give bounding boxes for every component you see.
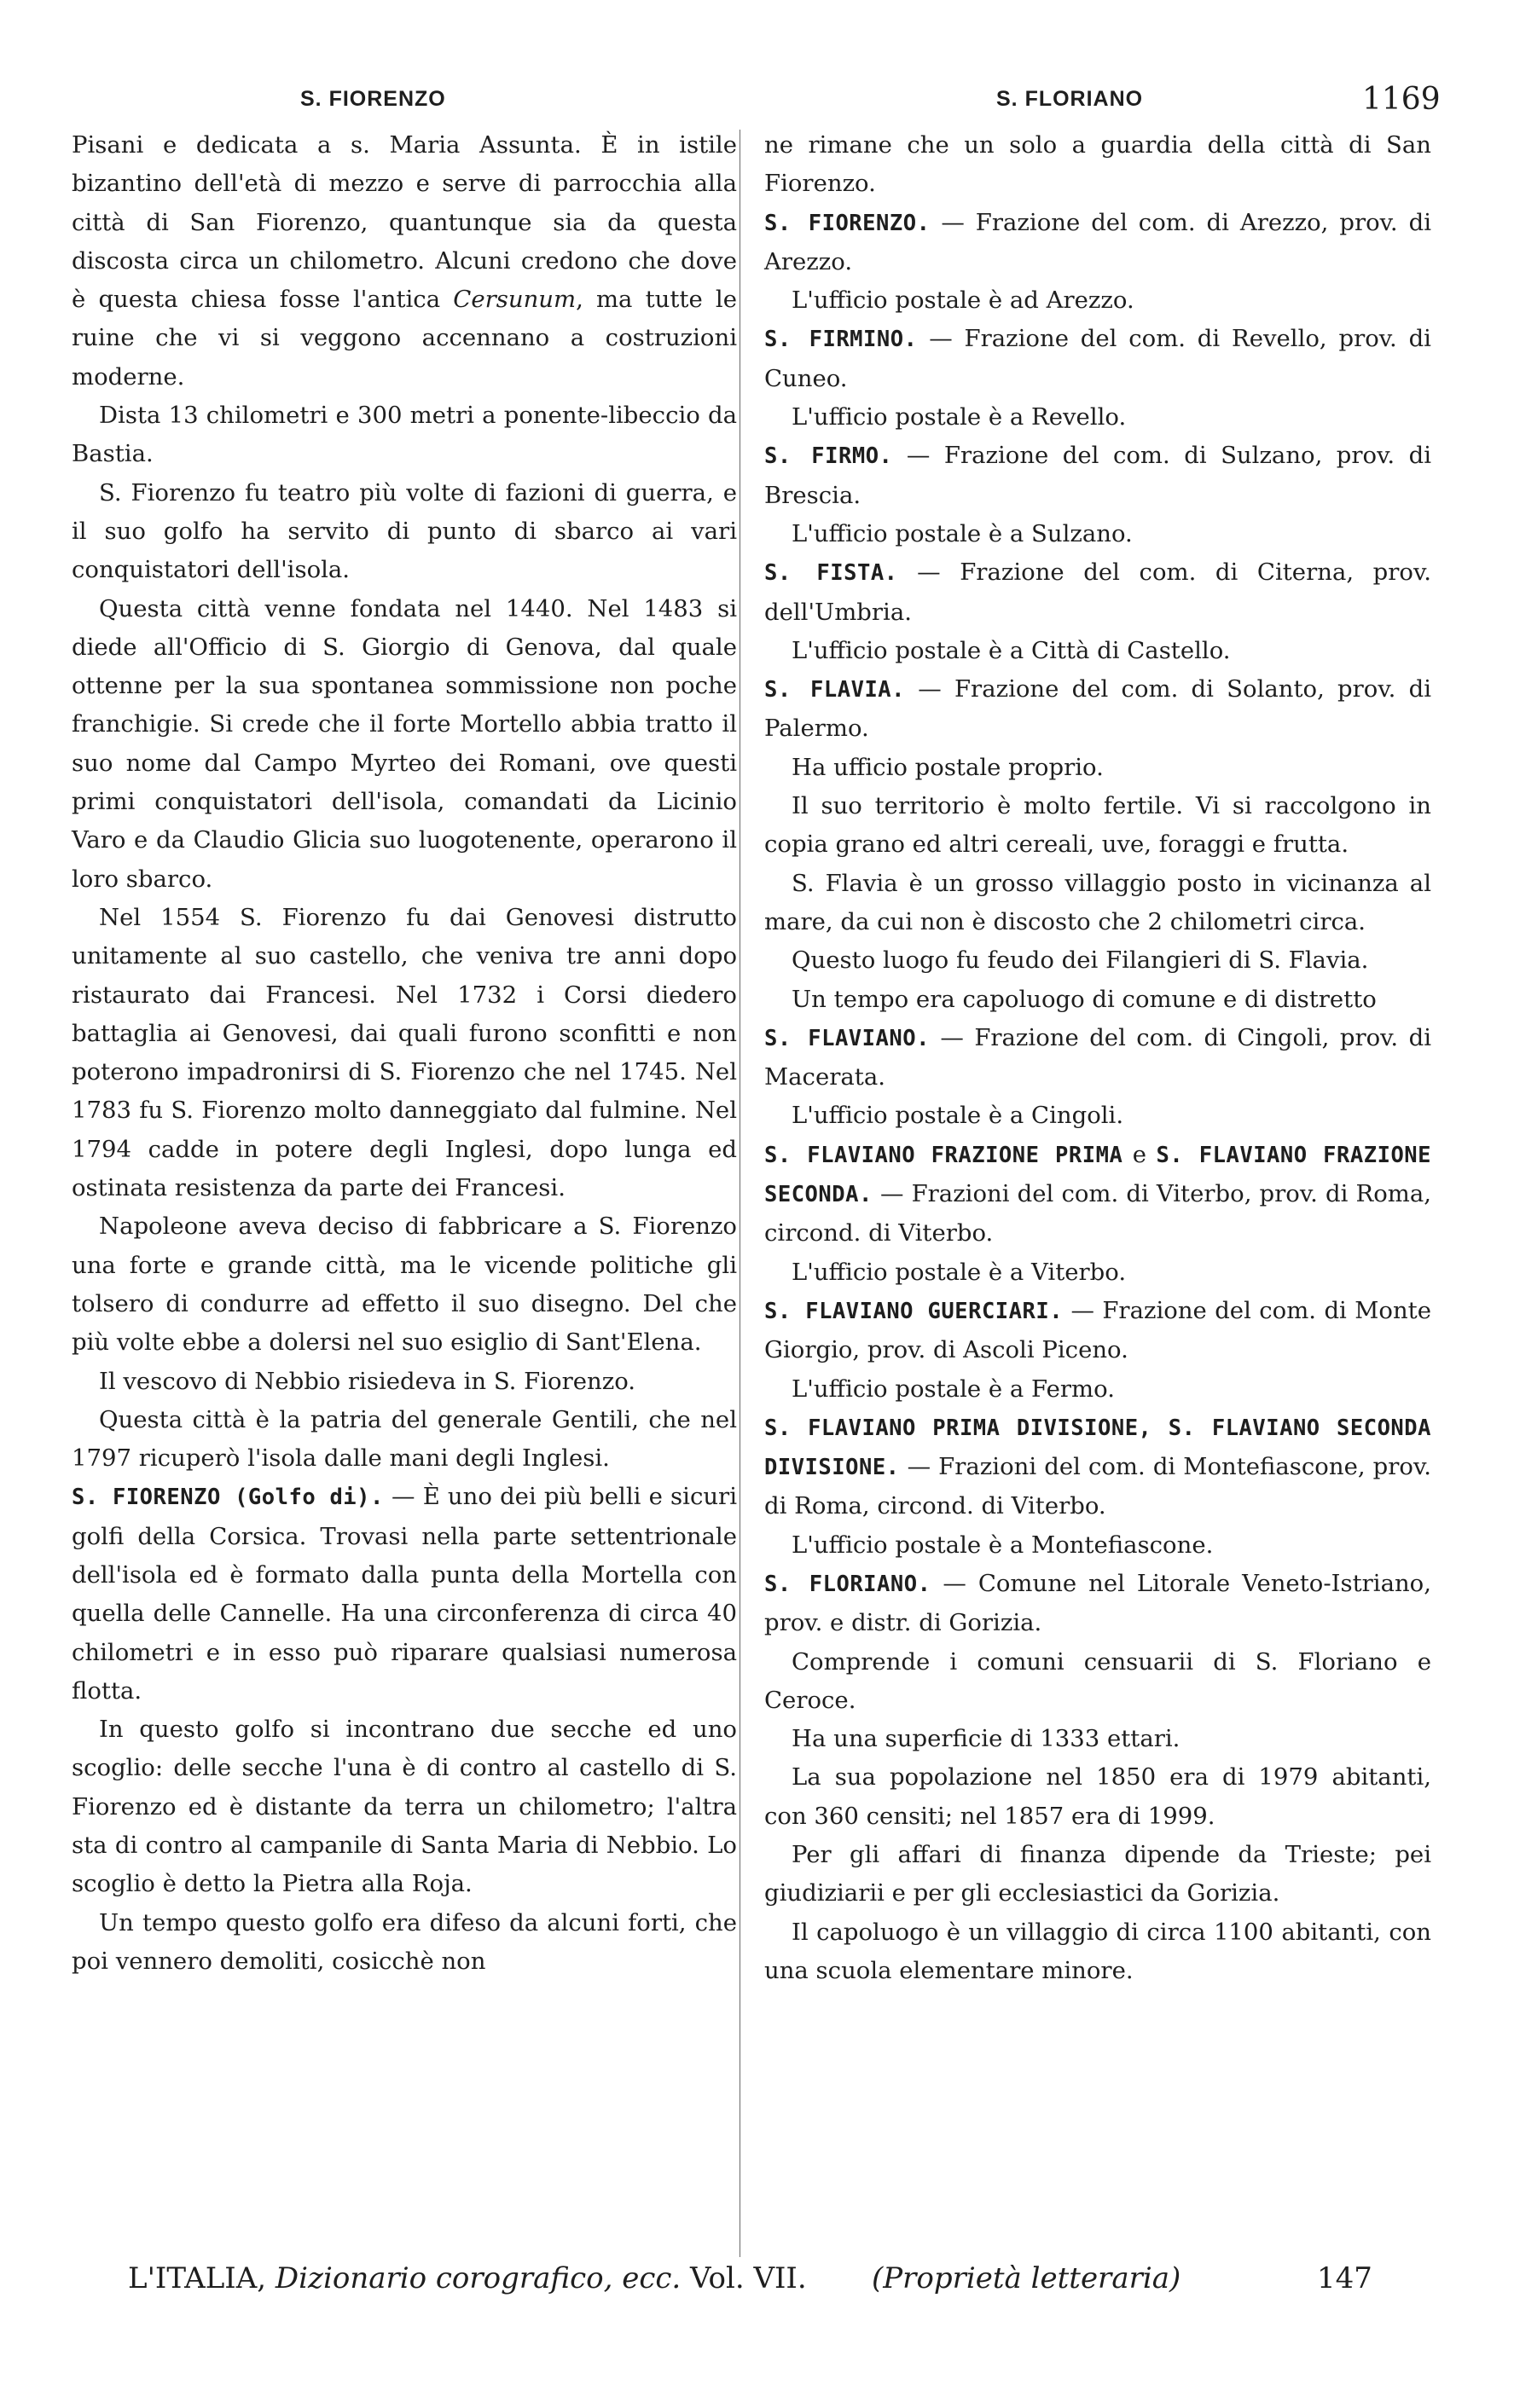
paragraph: ne rimane che un solo a guardia della città di San Fiorenzo. (764, 131, 1431, 198)
dictionary-entry: S. FIORENZO. — Frazione del com. di Arezzo, prov. di Arezzo. (764, 208, 1431, 275)
paragraph: Il vescovo di Nebbio risiedeva in S. Fiorenzo. (99, 1367, 636, 1395)
italic-term: Cersunum (453, 286, 577, 314)
paragraph: L'ufficio postale è ad Arezzo. (792, 287, 1134, 315)
dictionary-entry: S. FIRMO. — Frazione del com. di Sulzano, prov. di Brescia. (764, 442, 1432, 509)
paragraph: Il suo territorio è molto fertile. Vi si raccolgono in copia grano ed altri cereali, uve, foraggi e frutta. (764, 792, 1431, 859)
dictionary-entry: S. FLAVIANO PRIMA DIVISIONE, S. FLAVIANO SECONDA DIVISIONE. — Frazioni del com. di Montefiascone, prov. di Roma, circond. di Viterbo. (764, 1415, 1431, 1520)
paragraph: S. Fiorenzo fu teatro più volte di fazioni di guerra, e il suo golfo ha servito di punto di sbarco ai vari conquistatori dell'isola. (72, 478, 737, 584)
paragraph: Un tempo questo golfo era difeso da alcuni forti, che poi vennero demoliti, cosicchè non (72, 1908, 737, 1975)
dictionary-entry: S. FISTA. — Frazione del com. di Citerna, prov. dell'Umbria. (764, 559, 1431, 626)
paragraph: Questo luogo fu feudo dei Filangieri di S. Flavia. (792, 946, 1369, 975)
paragraph: Il capoluogo è un villaggio di circa 1100 abitanti, con una scuola elementare minore. (764, 1918, 1431, 1984)
page-number: 1169 (1362, 82, 1441, 117)
paragraph: L'ufficio postale è a Sulzano. (792, 519, 1133, 547)
entry-headword: S. FLAVIANO FRAZIONE PRIMA (764, 1142, 1123, 1168)
page-footer (128, 2261, 1446, 2304)
paragraph: Questa città venne fondata nel 1440. Nel 1483 si diede all'Officio di S. Giorgio di Genova, dal quale ottenne per la sua spontanea sommissione non poche franchigie. Si crede che il forte Mortello abbia tratto il suo nome dal Campo Myrteo dei Romani, ove questi primi conquistatori dell'isola, comandati da Licinio Varo e da Claudio Glicia suo luogotenente, operarono il loro sbarco. (72, 594, 737, 893)
entry-headword: S. FLORIANO. (764, 1571, 931, 1597)
paragraph: L'ufficio postale è a Revello. (792, 403, 1127, 431)
dictionary-entry: S. FLAVIANO GUERCIARI. — Frazione del com. di Monte Giorgio, prov. di Ascoli Piceno. (764, 1296, 1431, 1364)
paragraph: Un tempo era capoluogo di comune e di distretto (792, 985, 1377, 1013)
paragraph: S. Flavia è un grosso villaggio posto in vicinanza al mare, da cui non è discosto che 2 chilometri circa. (764, 869, 1431, 935)
paragraph: L'ufficio postale è a Viterbo. (792, 1258, 1127, 1286)
dictionary-entry: S. FLORIANO. — Comune nel Litorale Veneto-Istriano, prov. e distr. di Gorizia. (764, 1569, 1431, 1637)
paragraph: Ha ufficio postale proprio. (792, 753, 1104, 781)
entry-headword: S. FLAVIANO PRIMA DIVISIONE, S. FLAVIANO SECONDA DIVISIONE. (764, 1415, 1431, 1481)
entry-headword: S. FLAVIA. (764, 677, 906, 703)
entry-headword: S. FIORENZO. (764, 210, 931, 236)
dictionary-entry: S. FIORENZO (Golfo di). — È uno dei più belli e sicuri golfi della Corsica. Trovasi nella parte settentrionale dell'isola ed è formato dalla punta della Mortella con quella delle Cannelle. Ha una circonferenza di circa 40 chilometri e in esso può riparare qualsiasi numerosa flotta. (72, 1483, 737, 1705)
paragraph: L'ufficio postale è a Fermo. (792, 1375, 1115, 1403)
running-head-right: S. FLORIANO (996, 87, 1144, 111)
dictionary-entry: S. FIRMINO. — Frazione del com. di Revello, prov. di Cuneo. (764, 325, 1431, 392)
paragraph: L'ufficio postale è a Città di Castello. (792, 636, 1231, 664)
paragraph: Pisani e dedicata a s. Maria Assunta. È in istile bizantino dell'età di mezzo e serve di parrocchia alla città di San Fiorenzo, quantunque sia da questa discosta circa un chilometro. Alcuni credono che dove è questa chiesa fosse l'antica Cersunum, ma tutte le ruine che vi si veggono accennano a costruzioni moderne. (72, 131, 737, 391)
entry-headword: S. FLAVIANO FRAZIONE SECONDA. (764, 1142, 1431, 1208)
entry-headword: S. FIORENZO (Golfo di). (72, 1485, 384, 1511)
publication-line: L'ITALIA, Dizionario corografico, ecc. Vol. VII. (128, 2261, 807, 2295)
entry-headword: S. FISTA. (764, 560, 898, 587)
running-head-left: S. FIORENZO (300, 87, 446, 111)
paragraph: Dista 13 chilometri e 300 metri a ponente-libeccio da Bastia. (72, 402, 737, 468)
entry-headword: S. FIRMINO. (764, 327, 918, 353)
paragraph: Nel 1554 S. Fiorenzo fu dai Genovesi distrutto unitamente al suo castello, che veniva tre anni dopo ristaurato dai Francesi. Nel 1732 i Corsi diedero battaglia ai Genovesi, dai quali furono sconfitti e non poterono impadronirsi di S. Fiorenzo che nel 1745. Nel 1783 fu S. Fiorenzo molto danneggiato dal fulmine. Nel 1794 cadde in potere degli Inglesi, dopo lunga ed ostinata resistenza da parte dei Francesi. (72, 903, 737, 1202)
dictionary-entry: S. FLAVIANO FRAZIONE PRIMA e S. FLAVIANO FRAZIONE SECONDA. — Frazioni del com. di Viterbo, prov. di Roma, circond. di Viterbo. (764, 1140, 1431, 1247)
paragraph: L'ufficio postale è a Cingoli. (792, 1102, 1124, 1130)
signature-number: 147 (1317, 2261, 1372, 2295)
paragraph: Comprende i comuni censuarii di S. Floriano e Ceroce. (764, 1647, 1431, 1714)
entry-headword: S. FLAVIANO. (764, 1025, 930, 1051)
paragraph: Ha una superficie di 1333 ettari. (792, 1725, 1180, 1753)
rights-notice: (Proprietà letteraria) (872, 2261, 1181, 2295)
entry-headword: S. FLAVIANO GUERCIARI. (764, 1298, 1064, 1324)
entry-headword: S. FIRMO. (764, 443, 893, 470)
left-column (72, 126, 737, 1981)
right-column (764, 126, 1431, 1990)
dictionary-entry: S. FLAVIA. — Frazione del com. di Solanto, prov. di Palermo. (764, 675, 1431, 743)
paragraph: L'ufficio postale è a Montefiascone. (792, 1531, 1214, 1559)
paragraph: Napoleone aveva deciso di fabbricare a S. Fiorenzo una forte e grande città, ma le vicende politiche gli tolsero di condurre ad effetto il suo disegno. Del che più volte ebbe a dolersi nel suo esiglio di Sant'Elena. (72, 1213, 737, 1357)
dictionary-entry: S. FLAVIANO. — Frazione del com. di Cingoli, prov. di Macerata. (764, 1023, 1431, 1091)
paragraph: Per gli affari di finanza dipende da Trieste; pei giudiziarii e per gli ecclesiastici da Gorizia. (764, 1841, 1431, 1907)
paragraph: Questa città è la patria del generale Gentili, che nel 1797 ricuperò l'isola dalle mani degli Inglesi. (72, 1405, 737, 1473)
paragraph: In questo golfo si incontrano due secche ed uno scoglio: delle secche l'una è di contro al castello di S. Fiorenzo ed è distante da terra un chilometro; l'altra sta di contro al campanile di Santa Maria di Nebbio. Lo scoglio è detto la Pietra alla Roja. (72, 1716, 737, 1898)
paragraph: La sua popolazione nel 1850 era di 1979 abitanti, con 360 censiti; nel 1857 era di 1999. (764, 1763, 1431, 1830)
